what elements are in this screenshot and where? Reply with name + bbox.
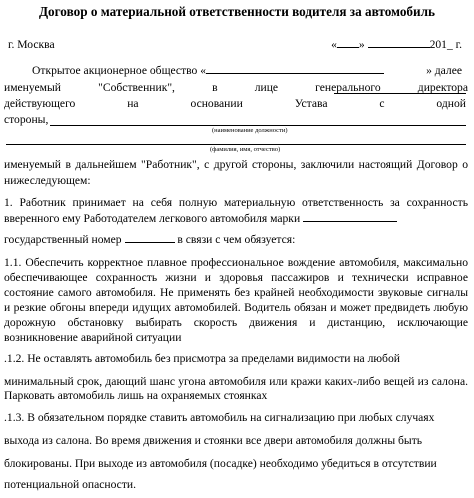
clause1-1-line: обеспечивающее сохранность жизни и здоровья пассажиров и технически исправное — [4, 271, 468, 284]
clause1-3-line-3: блокированы. При выходе из автомобиля (посадке) необходимо убедиться в отсутствии — [4, 457, 437, 470]
parties-line-1: Открытое акционерное общество « » далее — [32, 64, 462, 77]
city: г. Москва — [8, 38, 55, 51]
caption-position: (наименование должности) — [212, 127, 288, 134]
clause1-line-3: государственный номер в связи с чем обязуется: — [4, 233, 296, 246]
clause1-1-line: возникновение аварийной ситуации — [4, 331, 182, 344]
header-line — [4, 38, 468, 52]
document-title: Договор о материальной ответственности водителя за автомобиль — [38, 4, 435, 19]
clause1-line-2: вверенного ему Работодателем легкового автомобиля марки — [4, 212, 468, 226]
day-blank — [337, 38, 359, 48]
year: 201_ г. — [429, 38, 462, 51]
clause1-3-line-1: .1.3. В обязательном порядке ставить автомобиль на сигнализацию при любых случаях — [4, 411, 435, 424]
clause1-3-line-4: потенциальной опасности. — [4, 478, 136, 491]
clause1-3-line-2: выхода из салона. Во время движения и стоянки все двери автомобиля должны быть — [4, 434, 423, 447]
company-name-blank — [206, 64, 384, 74]
month-blank — [368, 38, 430, 48]
parties-line-6: нижеследующем: — [4, 174, 91, 187]
car-model-blank — [303, 212, 397, 222]
clause1-1-line: дорожную обстановку выбирать скорость движения и дистанцию, исключающие — [4, 316, 468, 329]
clause1-1-line: 1.1. Обеспечить корректное плавное профессиональное вождение автомобиля, максимально — [4, 256, 468, 269]
clause1-2-line-3: Парковать автомобиль лишь на охраняемых стоянках — [4, 389, 268, 402]
plate-number-blank — [125, 233, 175, 243]
clause1-1-line: состояние самого автомобиля. Не применять без крайней необходимости звуковые сигналы — [4, 286, 468, 299]
parties-line-4: стороны, — [4, 113, 49, 126]
parties-line-3: действующего на основании Устава с одной — [4, 97, 466, 110]
clause1-2-line-2: минимальный срок, дающий шанс угона автомобиля или кражи каких-либо вещей из салона. — [4, 375, 468, 388]
clause1-1-line: и резкие обгоны впереди идущих автомобилей. Водитель обязан и может предвидеть любую — [4, 301, 468, 314]
director-name-blank — [334, 93, 466, 94]
clause1-line-1: 1. Работник принимает на себя полную материальную ответственность за сохранность — [4, 196, 468, 209]
date-field: « » 201_ г. — [331, 38, 462, 51]
parties-line-2: именуемый "Собственник", в лице генерального директора — [4, 81, 468, 94]
fullname-blank — [6, 144, 466, 145]
position-blank — [50, 125, 466, 126]
clause1-2-line-1: .1.2. Не оставлять автомобиль без присмотра за пределами видимости на любой — [4, 352, 400, 365]
caption-name: (фамилия, имя, отчество) — [210, 146, 281, 153]
parties-line-5: именуемый в дальнейшем "Работник", с другой стороны, заключили настоящий Договор о — [4, 158, 468, 171]
